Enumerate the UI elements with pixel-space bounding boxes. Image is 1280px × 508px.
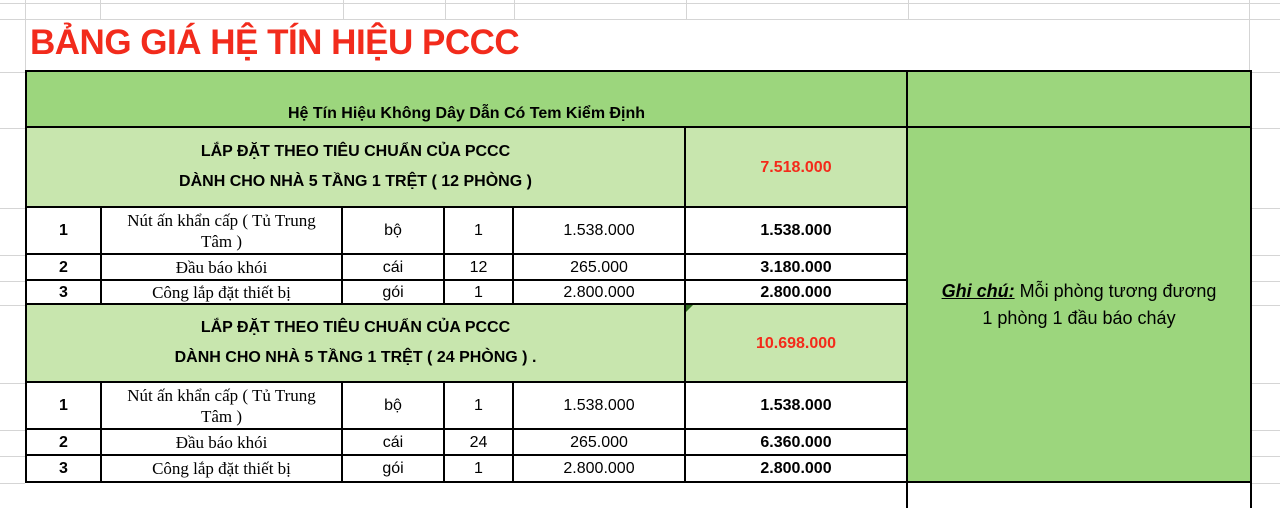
- note-line1: [942, 278, 1217, 305]
- gridline: [0, 483, 25, 484]
- cell-price[interactable]: 2.800.000: [514, 281, 684, 303]
- cell-qty[interactable]: 12: [445, 255, 512, 279]
- cell-amount[interactable]: 2.800.000: [686, 456, 906, 481]
- price-table: [25, 70, 908, 483]
- cell-amount[interactable]: 2.800.000: [686, 281, 906, 303]
- gridline: [0, 19, 1280, 20]
- gridline: [1252, 483, 1280, 484]
- cell-stt[interactable]: 3: [27, 281, 100, 303]
- cell-amount[interactable]: 3.180.000: [686, 255, 906, 279]
- page-title[interactable]: BẢNG GIÁ HỆ TÍN HIỆU PCCC: [30, 23, 520, 62]
- cell-price[interactable]: 265.000: [514, 255, 684, 279]
- gridline: [0, 456, 25, 457]
- cell-item[interactable]: Công lắp đặt thiết bị: [102, 281, 341, 303]
- gridline: [1252, 128, 1280, 129]
- cell-amount[interactable]: 1.538.000: [686, 383, 906, 428]
- gridline: [0, 72, 25, 73]
- section1-header-line1: LẮP ĐẶT THEO TIÊU CHUẨN CỦA PCCC: [200, 143, 511, 160]
- cell-item[interactable]: Đầu báo khói: [102, 255, 341, 279]
- cell-qty[interactable]: 24: [445, 430, 512, 454]
- cell-qty[interactable]: 1: [445, 281, 512, 303]
- cell-note-marker-icon[interactable]: [686, 305, 693, 312]
- cell-item[interactable]: Nút ấn khẩn cấp ( Tủ Trung Tâm ): [102, 383, 341, 428]
- section2-total-text: 10.698.000: [755, 334, 837, 352]
- section2-header-line2: DÀNH CHO NHÀ 5 TẦNG 1 TRỆT ( 24 PHÒNG ) .: [174, 349, 537, 366]
- cell-stt[interactable]: 3: [27, 456, 100, 481]
- cell-price[interactable]: 2.800.000: [514, 456, 684, 481]
- note-panel-note-cell[interactable]: [908, 128, 1250, 481]
- section2-header-cell[interactable]: [27, 305, 684, 381]
- gridline: [0, 281, 25, 282]
- note-rest: Mỗi phòng tương đương: [1014, 280, 1217, 301]
- cell-item[interactable]: Công lắp đặt thiết bị: [102, 456, 341, 481]
- cell-qty[interactable]: 1: [445, 456, 512, 481]
- cell-stt[interactable]: 1: [27, 208, 100, 253]
- cell-unit[interactable]: bộ: [343, 208, 443, 253]
- gridline: [908, 0, 909, 19]
- section2-header-line1: LẮP ĐẶT THEO TIÊU CHUẨN CỦA PCCC: [200, 319, 511, 336]
- gridline: [343, 0, 344, 19]
- cell-unit[interactable]: gói: [343, 456, 443, 481]
- gridline: [1252, 208, 1280, 209]
- note-panel-bottom-cell[interactable]: [906, 483, 1252, 508]
- gridline: [0, 255, 25, 256]
- cell-item[interactable]: Đầu báo khói: [102, 430, 341, 454]
- cell-price[interactable]: 1.538.000: [514, 208, 684, 253]
- cell-price[interactable]: 1.538.000: [514, 383, 684, 428]
- note-line2: 1 phòng 1 đầu báo cháy: [982, 307, 1176, 328]
- gridline: [686, 0, 687, 19]
- gridline: [1249, 19, 1250, 72]
- gridline: [1252, 281, 1280, 282]
- gridline: [1252, 456, 1280, 457]
- gridline: [25, 0, 26, 19]
- cell-stt[interactable]: 1: [27, 383, 100, 428]
- gridline: [0, 305, 25, 306]
- gridline: [0, 430, 25, 431]
- section2-total-cell[interactable]: [686, 305, 906, 381]
- section1-header-line2: DÀNH CHO NHÀ 5 TẦNG 1 TRỆT ( 12 PHÒNG ): [179, 173, 532, 190]
- cell-amount[interactable]: 6.360.000: [686, 430, 906, 454]
- cell-amount[interactable]: 1.538.000: [686, 208, 906, 253]
- gridline: [0, 3, 1280, 4]
- gridline: [0, 208, 25, 209]
- table-band-header-cell[interactable]: [27, 72, 906, 126]
- cell-unit[interactable]: cái: [343, 430, 443, 454]
- gridline: [1252, 305, 1280, 306]
- cell-stt[interactable]: 2: [27, 430, 100, 454]
- cell-qty[interactable]: 1: [445, 208, 512, 253]
- section1-total-cell[interactable]: 7.518.000: [686, 128, 906, 206]
- cell-unit[interactable]: cái: [343, 255, 443, 279]
- gridline: [1249, 0, 1250, 19]
- cell-price[interactable]: 265.000: [514, 430, 684, 454]
- cell-unit[interactable]: bộ: [343, 383, 443, 428]
- gridline: [445, 0, 446, 19]
- cell-stt[interactable]: 2: [27, 255, 100, 279]
- cell-item[interactable]: Nút ấn khẩn cấp ( Tủ Trung Tâm ): [102, 208, 341, 253]
- note-panel: [906, 70, 1252, 483]
- gridline: [1252, 430, 1280, 431]
- gridline: [1252, 255, 1280, 256]
- cell-unit[interactable]: gói: [343, 281, 443, 303]
- gridline: [1252, 383, 1280, 384]
- gridline: [0, 128, 25, 129]
- note-label: Ghi chú:: [941, 280, 1015, 301]
- gridline: [100, 0, 101, 19]
- section1-header-cell[interactable]: [27, 128, 684, 206]
- cell-qty[interactable]: 1: [445, 383, 512, 428]
- gridline: [0, 383, 25, 384]
- gridline: [1252, 72, 1280, 73]
- gridline: [514, 0, 515, 19]
- note-panel-top-cell[interactable]: [908, 72, 1250, 126]
- table-band-header-text: Hệ Tín Hiệu Không Dây Dẫn Có Tem Kiểm Định: [287, 105, 646, 122]
